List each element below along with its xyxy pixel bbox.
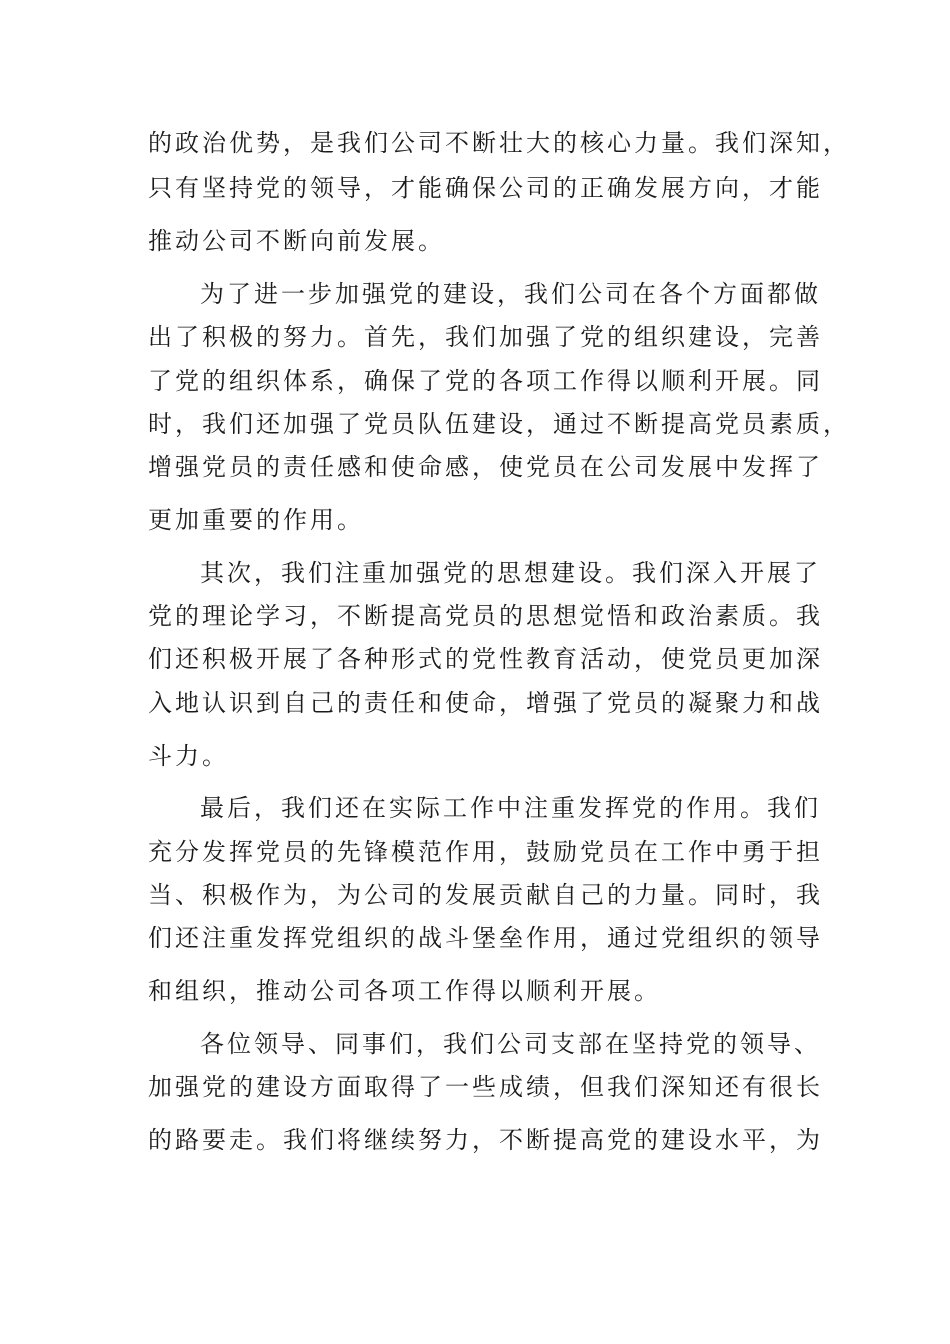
text-line: 斗力。 — [148, 742, 229, 770]
text-line: 各位领导、同事们，我们公司支部在坚持党的领导、 — [200, 1030, 821, 1058]
text-line: 最后，我们还在实际工作中注重发挥党的作用。我们 — [200, 794, 821, 822]
text-line: 其次，我们注重加强党的思想建设。我们深入开展了 — [200, 559, 821, 587]
text-line: 充分发挥党员的先锋模范作用，鼓励党员在工作中勇于担 — [148, 838, 823, 866]
text-line: 时，我们还加强了党员队伍建设，通过不断提高党员素质， — [148, 410, 850, 438]
text-line: 党的理论学习，不断提高党员的思想觉悟和政治素质。我 — [148, 602, 823, 630]
text-line: 当、积极作为，为公司的发展贡献自己的力量。同时，我 — [148, 881, 823, 909]
text-line: 推动公司不断向前发展。 — [148, 227, 445, 255]
text-line: 加强党的建设方面取得了一些成绩，但我们深知还有很长 — [148, 1073, 823, 1101]
text-line: 出了积极的努力。首先，我们加强了党的组织建设，完善 — [148, 323, 823, 351]
text-line: 入地认识到自己的责任和使命，增强了党员的凝聚力和战 — [148, 689, 823, 717]
text-line: 更加重要的作用。 — [148, 506, 364, 534]
text-line: 增强党员的责任感和使命感，使党员在公司发展中发挥了 — [148, 453, 823, 481]
text-line: 们还注重发挥党组织的战斗堡垒作用，通过党组织的领导 — [148, 924, 823, 952]
text-line: 了党的组织体系，确保了党的各项工作得以顺利开展。同 — [148, 367, 823, 395]
text-line: 们还积极开展了各种形式的党性教育活动，使党员更加深 — [148, 645, 823, 673]
text-line: 的路要走。我们将继续努力，不断提高党的建设水平，为 — [148, 1126, 823, 1154]
text-line: 和组织，推动公司各项工作得以顺利开展。 — [148, 977, 661, 1005]
text-line: 为了进一步加强党的建设，我们公司在各个方面都做 — [200, 280, 821, 308]
text-line: 的政治优势，是我们公司不断壮大的核心力量。我们深知， — [148, 129, 850, 157]
text-line: 只有坚持党的领导，才能确保公司的正确发展方向，才能 — [148, 174, 823, 202]
